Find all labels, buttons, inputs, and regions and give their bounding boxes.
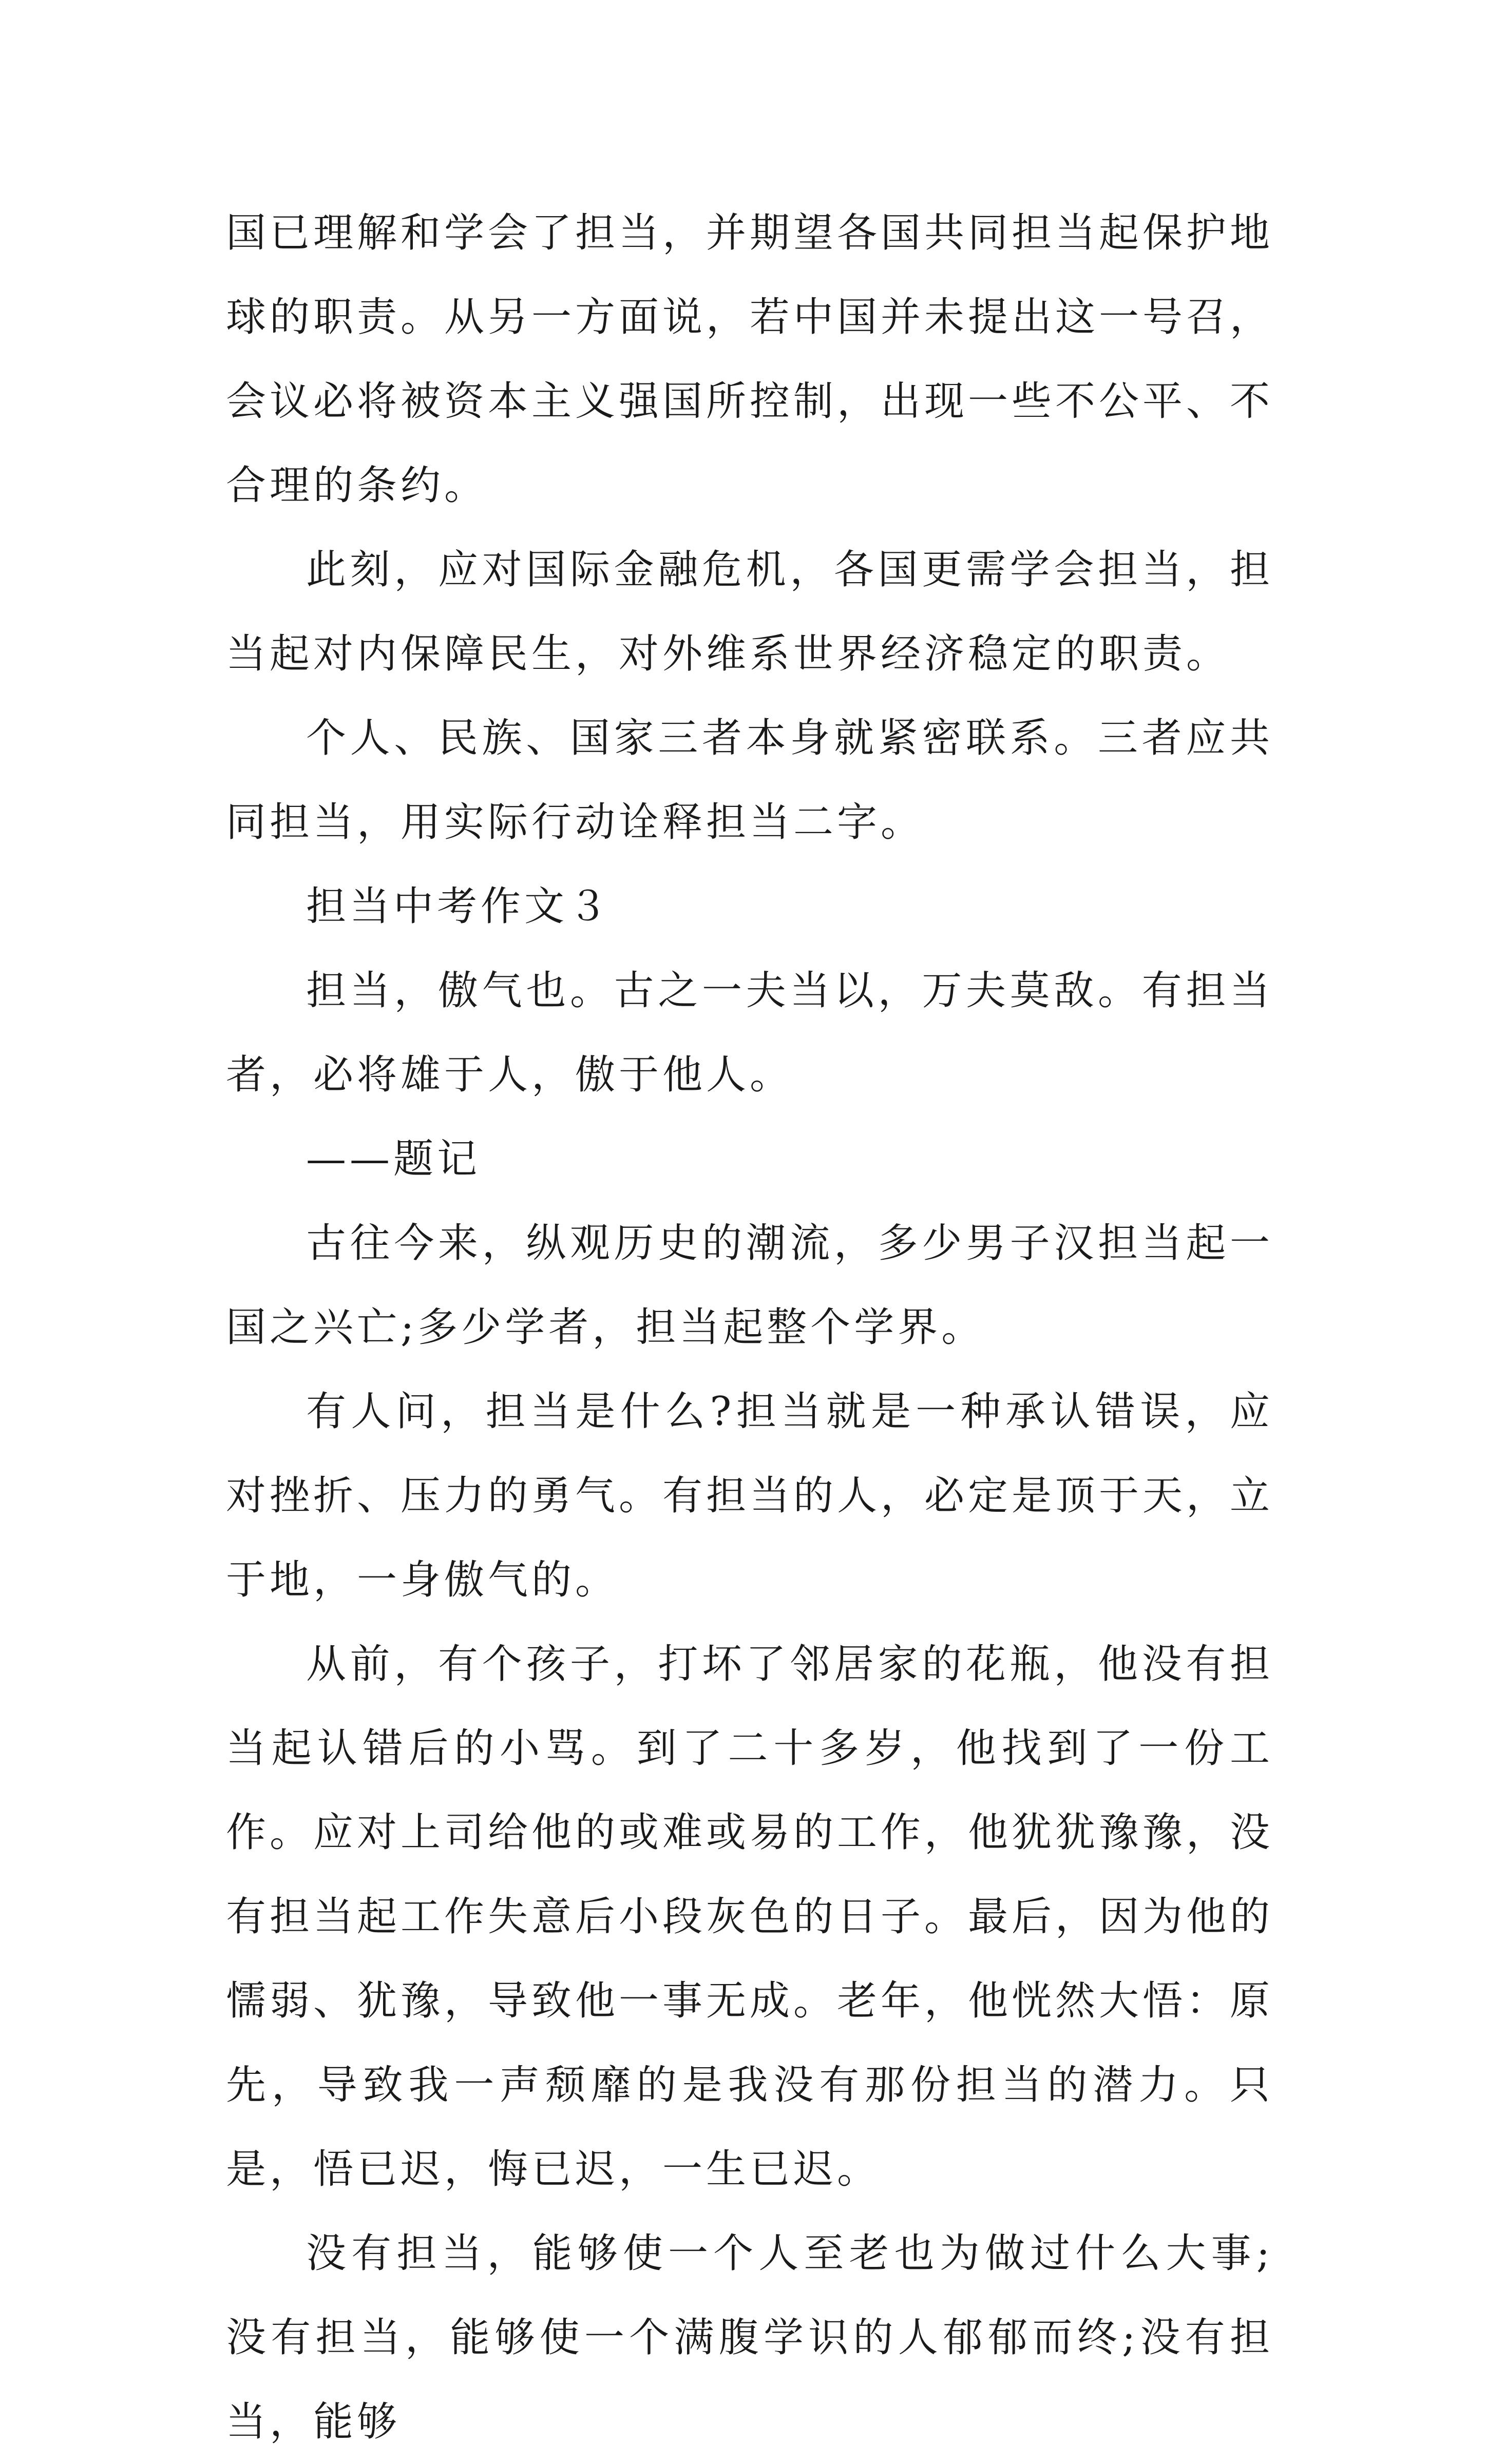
section-heading: 担当中考作文３ [306,883,612,930]
paragraph: 古往今来，纵观历史的潮流，多少男子汉担当起一国之兴亡;多少学者，担当起整个学界。 [226,1220,1273,1351]
paragraph: 此刻，应对国际金融危机，各国更需学会担当，担当起对内保障民生，对外维系世界经济稳定的职责。 [226,547,1273,677]
paragraph: 没有担当，能够使一个人至老也为做过什么大事;没有担当，能够使一个满腹学识的人郁郁而终;没有担当，能够 [226,2230,1273,2445]
paragraph: 担当，傲气也。古之一夫当以，万夫莫敌。有担当者，必将雄于人，傲于他人。 [226,968,1273,1098]
document-body [226,191,1273,2464]
paragraph: 个人、民族、国家三者本身就紧密联系。三者应共同担当，用实际行动诠释担当二字。 [226,715,1273,845]
paragraph: 从前，有个孩子，打坏了邻居家的花瓶，他没有担当起认错后的小骂。到了二十多岁，他找到了一份工作。应对上司给他的或难或易的工作，他犹犹豫豫，没有担当起工作失意后小段灰色的日子。最后，因为他的懦弱、犹豫，导致他一事无成。老年，他恍然大悟：原先，导致我一声颓靡的是我没有那份担当的潜力。只是，悟已迟，悔已迟，一生已迟。 [226,1641,1274,2192]
paragraph: 国已理解和学会了担当，并期望各国共同担当起保护地球的职责。从另一方面说，若中国并未提出这一号召，会议必将被资本主义强国所控制，出现一些不公平、不合理的条约。 [226,210,1274,509]
epigraph-attribution: ——题记 [306,1136,481,1182]
paragraph: 有人问，担当是什么?担当就是一种承认错误，应对挫折、压力的勇气。有担当的人，必定是顶于天，立于地，一身傲气的。 [226,1389,1274,1603]
